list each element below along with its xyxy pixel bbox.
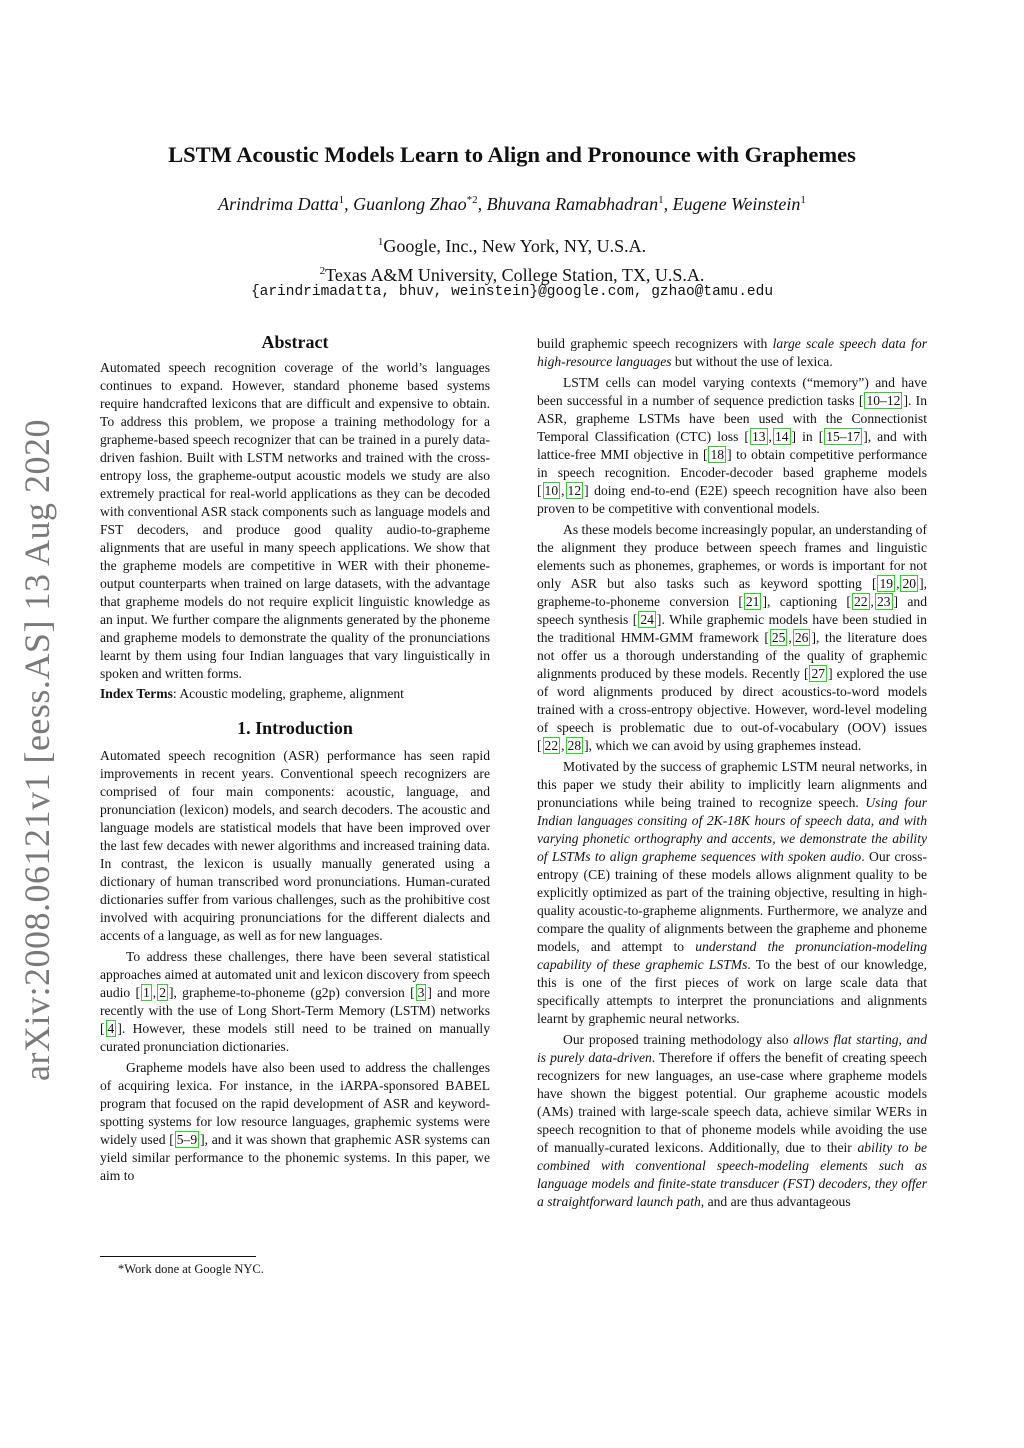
affiliation-mark: 1 [377,236,384,248]
citation-link[interactable]: 2 [159,985,166,1000]
citation-link[interactable]: 3 [417,985,425,1000]
citation-link[interactable]: 15–17 [826,429,861,444]
citation-link[interactable]: 10 [544,483,559,498]
citation-link[interactable]: 21 [745,594,760,609]
author-emails: {arindrimadatta, bhuv, weinstein}@google.com, gzhao@tamu.edu [250,284,774,300]
citation-link[interactable]: 20 [902,576,917,591]
citation-link[interactable]: 4 [107,1021,115,1036]
citation-link[interactable]: 28 [567,738,582,753]
right-paragraph-5: Our proposed training methodology also allows flat starting, and is purely data-driven. Therefore if offers the benefit of creating speech recognizers for new languages, an use-case where grapheme models have shown the biggest potential. Our grapheme acoustic models (AMs) trained with large-scale speech data, achieve similar WERs in speech recognition to that of phoneme models while avoiding the use of manually-curated lexicons. Additionally, due to their ability to be combined with conventional speech-modeling elements such as language models and finite-state transducer (FST) decoders, they offer a straightforward launch path, and are thus advantageous [537,1032,928,1209]
right-paragraph-4: Motivated by the success of graphemic LSTM neural networks, in this paper we study their ability to implicitly learn alignments and pronunciations while being trained to recognize speech. Using four Indian languages consiting of 2K-18K hours of speech data, and with varying phonetic orthography and accents, we demonstrate the ability of LSTMs to align grapheme sequences with spoken audio. Our cross-entropy (CE) training of these models allows alignment quality to be explicitly optimized as part of the training objective, resulting in high-quality acoustic-to-grapheme alignments. Furthermore, we analyze and compare the quality of alignments between the grapheme and phoneme models, and attempt to understand the pronunciation-modeling capability of these graphemic LSTMs. To the best of our knowledge, this is one of the first pieces of work on large scale data that specifically attempts to interpret the pronunciations and alignments learnt by graphemic neural networks. [537,759,927,1026]
affiliation-text: Texas A&M University, College Station, TX, U.S.A. [325,265,705,285]
right-paragraph-3: As these models become increasingly popular, an understanding of the alignment they produce between speech frames and linguistic elements such as phonemes, graphemes, or words is important for not only ASR but also tasks such as keyword spotting [ 19 , 20 ], grapheme-to-phoneme conversion [ 21 ], captioning [ 22 , 23 ] and speech synthesis [ 24 ]. While graphemic models have been studied in the traditional HMM-GMM framework [ 25 , 26 ], the literature does not offer us a thorough understanding of the quality of graphemic alignments produced by these models. Recently [ 27 ] explored the use of word alignments produced by direct acoustics-to-word models trained with a cross-entropy objective. However, word-level modeling of speech is problematic due to out-of-vocabulary (OOV) issues [ 22 , 28 ], which we can avoid by using graphemes instead. [537,522,928,753]
intro-paragraph-2: To address these challenges, there have been several statistical approaches aimed at automated unit and lexicon discovery from speech audio [ 1 , 2 ], grapheme-to-phoneme (g2p) conversion [ 3 ] and more recently with the use of Long Short-Term Memory (LSTM) networks [ 4 ]. However, these models still need to be trained on manually curated pronunciation dictionaries. [100,949,490,1054]
author-name: Arindrima Datta [218,194,339,214]
citation-link[interactable]: 14 [774,429,789,444]
citation-link[interactable]: 25 [771,630,786,645]
citation-link[interactable]: 18 [710,447,725,462]
affiliation-text: Google, Inc., New York, NY, U.S.A. [383,236,647,256]
index-terms-text: : Acoustic modeling, grapheme, alignment [172,686,404,701]
footnote-divider [100,1256,256,1257]
citation-link[interactable]: 22 [544,738,559,753]
citation-link[interactable]: 27 [811,666,826,681]
author-list: Arindrima Datta$^1$, Guanlong Zhao$^{*2}$, Bhuvana Ramabhadran$^1$, Eugene Weinstein$^1$ [218,194,806,214]
affiliations [100,230,924,288]
footnote: *Work done at Google NYC. [118,1262,264,1276]
paper-title: LSTM Acoustic Models Learn to Align and Pronounce with Graphemes [168,142,856,167]
author-affiliation-mark: 1 [800,194,806,206]
author-name: Eugene Weinstein [672,194,801,214]
citation-link[interactable]: 26 [794,630,809,645]
citation-link[interactable]: 23 [876,594,891,609]
citation-link[interactable]: 24 [640,612,654,627]
right-paragraph-2: LSTM cells can model varying contexts (“memory”) and have been successful in a number of sequence prediction tasks [ 10–12 ]. In ASR, grapheme LSTMs have been used with the Connectionist Temporal Classification (CTC) loss [ 13 , 14 ] in [ 15–17 ], and with lattice-free MMI objective in [ 18 ] to obtain competitive performance in speech recognition. Encoder-decoder based grapheme models [ 10 , 12 ] doing end-to-end (E2E) speech recognition have also been proven to be competitive with conventional models. [537,375,928,516]
citation-link[interactable]: 19 [879,576,894,591]
affiliation-mark: 2 [319,265,326,277]
abstract-text: Automated speech recognition coverage of the world’s languages continues to expand. However, standard phoneme based systems require handcrafted lexicons that are difficult and expensive to obtain. To address this problem, we propose a training methodology for a grapheme-based speech recognizer that can be trained in a purely data-driven fashion. Built with LSTM networks and trained with the cross-entropy loss, the grapheme-output acoustic models we study are also extremely practical for real-world applications as they can be decoded with conventional ASR stack components such as language models and FST decoders, and produce good quality audio-to-grapheme alignments that are useful in many speech applications. We show that the grapheme models are competitive in WER with their phoneme-output counterparts when trained on large datasets, with the advantage that grapheme models do not require explicit linguistic knowledge as an input. We further compare the alignments generated by the phoneme and grapheme models to demonstrate the quality of the pronunciations learnt by them using four Indian languages that vary linguistically in spoken and written forms. [100,360,490,681]
right-column [537,335,927,1211]
intro-paragraph-1: Automated speech recognition (ASR) performance has seen rapid improvements in recent years. Conventional speech recognizers are comprised of four main components: acoustic, language, and pronunciation (lexicon) models, and search decoders. The acoustic and language models are statistical models that have been improved over the last few decades with newer algorithms and increased training data. In contrast, the lexicon is usually manually generated using a dictionary of human transcribed word pronunciations. Human-curated dictionaries suffer from various challenges, such as the prohibitive cost involved with acquiring pronunciations for the different dialects and accents of a language, as well as for new languages. [100,748,490,943]
right-paragraph-1: build graphemic speech recognizers with large scale speech data for high-resource languages but without the use of lexica. [537,336,927,369]
author-affiliation-mark: *2 [466,194,478,206]
citation-link[interactable]: 5–9 [176,1132,198,1147]
author-affiliation-mark: 1 [658,194,664,206]
arxiv-identifier[interactable]: arXiv:2008.06121v1 [eess.AS] 13 Aug 2020 [17,419,57,1081]
index-terms [100,685,490,703]
citation-link[interactable]: 12 [567,483,582,498]
intro-paragraph-3: Grapheme models have also been used to address the challenges of acquiring lexica. For instance, in the iARPA-sponsored BABEL program that focused on the rapid development of ASR and keyword-spotting systems for low resource languages, graphemic systems were widely used [ 5–9 ], and it was shown that graphemic ASR systems can yield similar performance to the phonemic systems. In this paper, we aim to [100,1060,490,1183]
citation-link[interactable]: 10–12 [866,393,901,408]
author-affiliation-mark: 1 [338,194,345,206]
index-terms-label: Index Terms [100,686,173,701]
citation-link[interactable]: 22 [853,594,868,609]
author-name: Guanlong Zhao [353,194,467,214]
citation-link[interactable]: 13 [751,429,766,444]
left-column [100,331,490,1185]
abstract-heading: Abstract [261,332,329,352]
citation-link[interactable]: 1 [142,985,150,1000]
author-name: Bhuvana Ramabhadran [486,194,659,214]
affiliation-line [100,230,924,259]
introduction-heading: 1. Introduction [237,718,353,738]
